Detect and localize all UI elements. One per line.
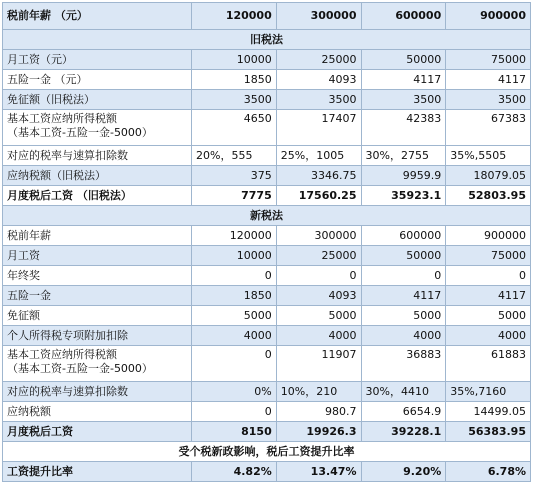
cell: 1850 (192, 70, 277, 90)
row-label: 免征额（旧税法） (3, 90, 192, 110)
cell: 8150 (192, 422, 277, 442)
table-row (3, 266, 531, 286)
cell: 10000 (192, 50, 277, 70)
cell: 11907 (276, 346, 361, 382)
cell: 0 (192, 346, 277, 382)
section-header-old (3, 30, 531, 50)
cell: 4117 (361, 70, 446, 90)
cell: 980.7 (276, 402, 361, 422)
cell: 7775 (192, 186, 277, 206)
cell: 36883 (361, 346, 446, 382)
cell: 300000 (276, 3, 361, 30)
cell: 4093 (276, 70, 361, 90)
table-row (3, 286, 531, 306)
tax-comparison-table (2, 2, 531, 482)
row-label-line1: 基本工资应纳所得税额 (7, 112, 117, 125)
table-row (3, 382, 531, 402)
cell: 4000 (192, 326, 277, 346)
cell: 10000 (192, 246, 277, 266)
cell: 600000 (361, 3, 446, 30)
cell: 75000 (446, 246, 531, 266)
cell: 25%，1005 (276, 146, 361, 166)
row-label (3, 346, 192, 382)
cell: 25000 (276, 246, 361, 266)
cell: 56383.95 (446, 422, 531, 442)
cell: 14499.05 (446, 402, 531, 422)
cell: 9.20% (361, 462, 446, 482)
cell: 30%，2755 (361, 146, 446, 166)
cell: 6654.9 (361, 402, 446, 422)
cell: 4093 (276, 286, 361, 306)
cell: 35%,7160 (446, 382, 531, 402)
cell: 3346.75 (276, 166, 361, 186)
table-row (3, 70, 531, 90)
row-label: 免征额 (3, 306, 192, 326)
cell: 0 (276, 266, 361, 286)
cell: 35%,5505 (446, 146, 531, 166)
row-label: 月工资（元） (3, 50, 192, 70)
cell: 300000 (276, 226, 361, 246)
cell: 0 (192, 402, 277, 422)
cell: 4000 (361, 326, 446, 346)
cell: 4117 (361, 286, 446, 306)
cell: 67383 (446, 110, 531, 146)
cell: 375 (192, 166, 277, 186)
summary-title-row (3, 442, 531, 462)
row-label-line2: （基本工资-五险一金-5000） (7, 362, 153, 375)
cell: 3500 (446, 90, 531, 110)
cell: 3500 (276, 90, 361, 110)
table-row (3, 326, 531, 346)
cell: 4000 (446, 326, 531, 346)
cell: 4117 (446, 70, 531, 90)
cell: 0% (192, 382, 277, 402)
cell: 900000 (446, 3, 531, 30)
cell: 5000 (361, 306, 446, 326)
cell: 6.78% (446, 462, 531, 482)
table-row (3, 166, 531, 186)
row-label: 月工资 (3, 246, 192, 266)
row-label: 应纳税额（旧税法） (3, 166, 192, 186)
table-row (3, 146, 531, 166)
cell: 9959.9 (361, 166, 446, 186)
cell: 5000 (446, 306, 531, 326)
cell: 4000 (276, 326, 361, 346)
cell: 42383 (361, 110, 446, 146)
section-header-new (3, 206, 531, 226)
summary-row (3, 462, 531, 482)
cell: 0 (361, 266, 446, 286)
cell: 18079.05 (446, 166, 531, 186)
cell: 25000 (276, 50, 361, 70)
cell: 900000 (446, 226, 531, 246)
table-row (3, 110, 531, 146)
cell: 10%，210 (276, 382, 361, 402)
cell: 13.47% (276, 462, 361, 482)
cell: 17407 (276, 110, 361, 146)
section-title: 旧税法 (3, 30, 531, 50)
cell: 20%，555 (192, 146, 277, 166)
cell: 75000 (446, 50, 531, 70)
cell: 0 (446, 266, 531, 286)
row-label: 税前年薪 （元） (3, 3, 192, 30)
table-row (3, 306, 531, 326)
table-row (3, 246, 531, 266)
cell: 35923.1 (361, 186, 446, 206)
cell: 17560.25 (276, 186, 361, 206)
cell: 5000 (276, 306, 361, 326)
table-row (3, 50, 531, 70)
cell: 600000 (361, 226, 446, 246)
header-row (3, 3, 531, 30)
cell: 3500 (192, 90, 277, 110)
row-label (3, 110, 192, 146)
row-label: 五险一金 (3, 286, 192, 306)
row-label: 月度税后工资 （旧税法） (3, 186, 192, 206)
cell: 39228.1 (361, 422, 446, 442)
row-label: 年终奖 (3, 266, 192, 286)
summary-title: 受个税新政影响，税后工资提升比率 (3, 442, 531, 462)
cell: 3500 (361, 90, 446, 110)
row-label: 工资提升比率 (3, 462, 192, 482)
row-label: 对应的税率与速算扣除数 (3, 382, 192, 402)
row-label: 对应的税率与速算扣除数 (3, 146, 192, 166)
cell: 30%，4410 (361, 382, 446, 402)
table-row (3, 226, 531, 246)
table-row (3, 346, 531, 382)
cell: 120000 (192, 226, 277, 246)
cell: 1850 (192, 286, 277, 306)
cell: 61883 (446, 346, 531, 382)
section-title: 新税法 (3, 206, 531, 226)
row-label: 五险一金 （元） (3, 70, 192, 90)
table-row (3, 186, 531, 206)
cell: 52803.95 (446, 186, 531, 206)
row-label-line1: 基本工资应纳所得税额 (7, 348, 117, 361)
row-label: 税前年薪 (3, 226, 192, 246)
row-label: 月度税后工资 (3, 422, 192, 442)
cell: 4.82% (192, 462, 277, 482)
cell: 50000 (361, 246, 446, 266)
cell: 4650 (192, 110, 277, 146)
cell: 0 (192, 266, 277, 286)
cell: 4117 (446, 286, 531, 306)
cell: 50000 (361, 50, 446, 70)
cell: 5000 (192, 306, 277, 326)
row-label: 应纳税额 (3, 402, 192, 422)
row-label-line2: （基本工资-五险一金-5000） (7, 126, 153, 139)
row-label: 个人所得税专项附加扣除 (3, 326, 192, 346)
table-row (3, 402, 531, 422)
cell: 19926.3 (276, 422, 361, 442)
table-row (3, 422, 531, 442)
table-row (3, 90, 531, 110)
cell: 120000 (192, 3, 277, 30)
